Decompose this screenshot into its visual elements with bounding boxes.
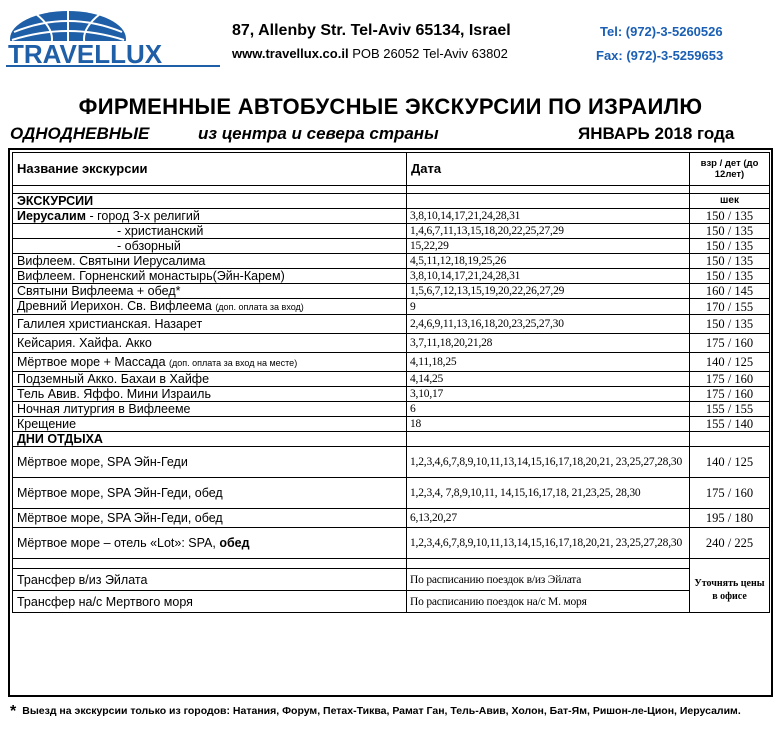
rest-price: 240 / 225 — [690, 528, 770, 559]
transfer-schedule: По расписанию поездок на/с М. моря — [407, 591, 690, 613]
excursion-dates: 4,14,25 — [407, 372, 690, 387]
excursion-price: 155 / 140 — [690, 417, 770, 432]
page-title: ФИРМЕННЫЕ АВТОБУСНЫЕ ЭКСКУРСИИ ПО ИЗРАИЛЮ — [78, 94, 703, 119]
rest-name: Мёртвое море, SPA Эйн-Геди, обед — [13, 509, 407, 528]
excursion-price: 150 / 135 — [690, 239, 770, 254]
transfer-price-note: Уточнять цены в офисе — [690, 569, 770, 613]
address: 87, Allenby Str. Tel-Aviv 65134, Israel — [232, 22, 511, 39]
table-row — [13, 591, 770, 613]
excursion-dates: 15,22,29 — [407, 239, 690, 254]
excursion-dates: 3,7,11,18,20,21,28 — [407, 334, 690, 353]
excursion-name: - обзорный — [13, 239, 407, 254]
table-row — [13, 509, 770, 528]
excursion-price: 175 / 160 — [690, 334, 770, 353]
excursion-dates: 18 — [407, 417, 690, 432]
excursion-name: Вифлеем. Горненский монастырь(Эйн-Карем) — [13, 269, 407, 284]
rest-dates: 1,2,3,4,6,7,8,9,10,11,13,14,15,16,17,18,20,21, 23,25,27,28,30 — [407, 528, 690, 559]
footnote-text: Выезд на экскурсии только из городов: Натания, Форум, Петах-Тиква, Рамат Ган, Тель-Авив, Холон, Бат-Ям, Ришон-ле-Цион, Иерусалим. — [22, 705, 741, 717]
svg-text:TRAVELLUX: TRAVELLUX — [8, 39, 163, 69]
rest-name: Мёртвое море – отель «Lot»: SPA, обед — [13, 528, 407, 559]
table-row — [13, 447, 770, 478]
footnote-star: * — [10, 703, 17, 720]
spacer-row — [13, 559, 770, 569]
rest-dates: 1,2,3,4, 7,8,9,10,11, 14,15,16,17,18, 21,23,25, 28,30 — [407, 478, 690, 509]
table-row — [13, 353, 770, 372]
tel: Tel: (972)-3-5260526 — [600, 24, 723, 39]
excursion-name: Иерусалим - город 3-х религий — [13, 209, 407, 224]
excursion-price: 140 / 125 — [690, 353, 770, 372]
excursion-name: Крещение — [13, 417, 407, 432]
rest-name: Мёртвое море, SPA Эйн-Геди — [13, 447, 407, 478]
section-excursions: ЭКСКУРСИИ — [13, 194, 407, 209]
rest-dates: 6,13,20,27 — [407, 509, 690, 528]
col-price-header: взр / дет (до 12лет) — [690, 153, 770, 186]
excursion-price: 150 / 135 — [690, 224, 770, 239]
excursion-name: - христианский — [13, 224, 407, 239]
rest-price: 175 / 160 — [690, 478, 770, 509]
table-row — [13, 387, 770, 402]
transfer-name: Трансфер на/с Мертвого моря — [13, 591, 407, 613]
excursion-price: 170 / 155 — [690, 299, 770, 315]
excursion-price: 160 / 145 — [690, 284, 770, 299]
fax: Fax: (972)-3-5259653 — [596, 48, 724, 63]
excursion-name: Кейсария. Хайфа. Акко — [13, 334, 407, 353]
excursion-dates: 3,8,10,14,17,21,24,28,31 — [407, 269, 690, 284]
transfer-name: Трансфер в/из Эйлата — [13, 569, 407, 591]
excursion-name: Святыни Вифлеема + обед* — [13, 284, 407, 299]
excursion-name: Древний Иерихон. Св. Вифлеема (доп. оплата за вход) — [13, 299, 407, 315]
excursion-price: 150 / 135 — [690, 254, 770, 269]
table-row — [13, 315, 770, 334]
subtitle-region: из центра и севера страны — [198, 124, 439, 143]
currency-unit: шек — [690, 194, 770, 209]
excursion-price: 150 / 135 — [690, 269, 770, 284]
table-row — [13, 269, 770, 284]
excursions-table — [12, 152, 770, 613]
table-row — [13, 334, 770, 353]
excursion-dates: 9 — [407, 299, 690, 315]
excursion-dates: 4,5,11,12,18,19,25,26 — [407, 254, 690, 269]
letterhead — [0, 0, 781, 80]
spacer-row — [13, 186, 770, 194]
table-row — [13, 372, 770, 387]
excursion-name: Ночная литургия в Вифлееме — [13, 402, 407, 417]
table-row — [13, 569, 770, 591]
rest-price: 195 / 180 — [690, 509, 770, 528]
footnote — [10, 705, 770, 718]
excursion-name: Подземный Акко. Бахаи в Хайфе — [13, 372, 407, 387]
table-header-row — [13, 153, 770, 186]
excursion-dates: 3,10,17 — [407, 387, 690, 402]
excursion-dates: 2,4,6,9,11,13,16,18,20,23,25,27,30 — [407, 315, 690, 334]
subtitle — [0, 124, 781, 146]
travellux-logo — [6, 8, 220, 70]
rest-name: Мёртвое море, SPA Эйн-Геди, обед — [13, 478, 407, 509]
website[interactable]: www.travellux.co.il — [232, 46, 349, 61]
excursion-price: 175 / 160 — [690, 372, 770, 387]
excursion-dates: 1,5,6,7,12,13,15,19,20,22,26,27,29 — [407, 284, 690, 299]
subtitle-month: ЯНВАРЬ 2018 года — [578, 124, 735, 143]
excursion-dates: 4,11,18,25 — [407, 353, 690, 372]
table-row — [13, 209, 770, 224]
web-line — [232, 46, 508, 61]
rest-dates: 1,2,3,4,6,7,8,9,10,11,13,14,15,16,17,18,20,21, 23,25,27,28,30 — [407, 447, 690, 478]
col-date-header: Дата — [407, 153, 690, 186]
col-name-header: Название экскурсии — [13, 153, 407, 186]
section-row — [13, 194, 770, 209]
table-row — [13, 284, 770, 299]
table-row — [13, 254, 770, 269]
rest-price: 140 / 125 — [690, 447, 770, 478]
table-row — [13, 299, 770, 315]
table-row — [13, 224, 770, 239]
excursion-dates: 1,4,6,7,11,13,15,18,20,22,25,27,29 — [407, 224, 690, 239]
table-row — [13, 417, 770, 432]
section-rest-days: ДНИ ОТДЫХА — [13, 432, 407, 447]
table-row — [13, 478, 770, 509]
excursion-name: Тель Авив. Яффо. Мини Израиль — [13, 387, 407, 402]
table-row — [13, 402, 770, 417]
excursion-price: 150 / 135 — [690, 315, 770, 334]
excursion-price: 150 / 135 — [690, 209, 770, 224]
table-row — [13, 528, 770, 559]
excursion-price: 155 / 155 — [690, 402, 770, 417]
section-row — [13, 432, 770, 447]
excursion-dates: 6 — [407, 402, 690, 417]
excursion-name: Галилея христианская. Назарет — [13, 315, 407, 334]
excursion-name: Мёртвое море + Массада (доп. оплата за вход на месте) — [13, 353, 407, 372]
pob: POB 26052 Tel-Aviv 63802 — [352, 46, 508, 61]
excursion-price: 175 / 160 — [690, 387, 770, 402]
excursion-name: Вифлеем. Святыни Иерусалима — [13, 254, 407, 269]
subtitle-type: ОДНОДНЕВНЫЕ — [10, 124, 150, 143]
transfer-schedule: По расписанию поездок в/из Эйлата — [407, 569, 690, 591]
excursion-dates: 3,8,10,14,17,21,24,28,31 — [407, 209, 690, 224]
table-row — [13, 239, 770, 254]
